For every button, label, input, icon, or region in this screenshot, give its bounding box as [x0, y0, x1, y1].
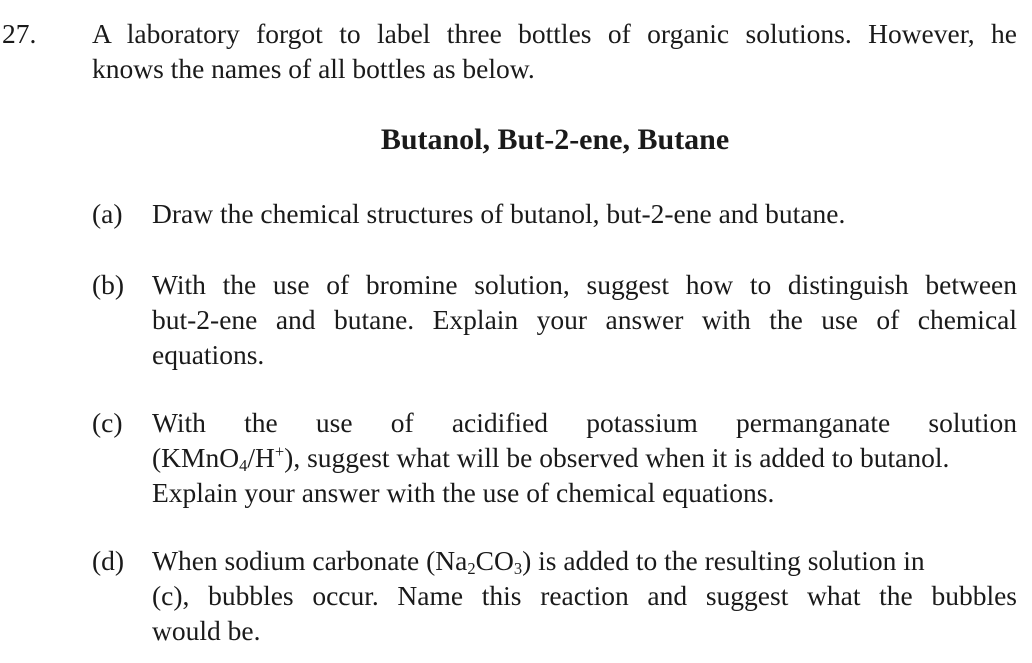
part-c-text — [152, 405, 1017, 510]
part-b-line-2: but-2-ene and butane. Explain your answer with the use of chemical — [152, 304, 1017, 335]
part-d-formula-mid: CO — [475, 545, 514, 576]
part-a-label: (a) — [92, 198, 123, 229]
part-d-line-2: (c), bubbles occur. Name this reaction and suggest what the bubbles — [152, 580, 1017, 611]
question-intro — [92, 16, 1017, 86]
part-c-line-2-rest: ), suggest what will be observed when it is added to butanol. — [284, 442, 950, 473]
part-d-subscript-3: 3 — [513, 559, 523, 579]
part-b — [92, 267, 1017, 372]
part-b-line-1: With the use of bromine solution, suggest how to distinguish between — [152, 269, 1017, 300]
part-a-text — [152, 196, 1017, 231]
part-a-line-1: Draw the chemical structures of butanol, but-2-ene and butane. — [152, 198, 846, 229]
compound-names-heading: Butanol, But-2-ene, Butane — [380, 123, 730, 156]
part-c-formula-prefix: (KMnO — [152, 442, 240, 473]
part-d-line-1-start: When sodium carbonate (Na — [152, 545, 468, 576]
part-d-label: (d) — [92, 545, 125, 576]
part-a — [92, 196, 1017, 231]
part-c — [92, 405, 1017, 510]
part-c-label: (c) — [92, 407, 123, 438]
part-d-line-1 — [152, 543, 1017, 578]
part-b-text — [152, 267, 1017, 372]
part-b-line-3: equations. — [152, 339, 265, 370]
intro-line-2: knows the names of all bottles as below. — [92, 53, 535, 84]
question-number: 27. — [2, 18, 37, 49]
part-d-line-3: would be. — [152, 615, 261, 646]
part-b-label: (b) — [92, 269, 125, 300]
part-c-line-2 — [152, 440, 1017, 475]
part-c-formula-mid: /H — [247, 442, 275, 473]
part-d-subscript-2: 2 — [467, 559, 476, 579]
part-c-superscript-plus: + — [274, 442, 285, 462]
part-c-line-1: With the use of acidified potassium permanganate solution — [152, 407, 1017, 438]
part-d-text — [152, 543, 1017, 648]
part-d — [92, 543, 1017, 648]
part-d-line-1-rest: ) is added to the resulting solution in — [522, 545, 925, 576]
part-c-subscript-4: 4 — [239, 456, 248, 476]
part-c-line-3: Explain your answer with the use of chemical equations. — [152, 477, 775, 508]
intro-line-1: A laboratory forgot to label three bottles of organic solutions. However, he — [92, 18, 1017, 49]
